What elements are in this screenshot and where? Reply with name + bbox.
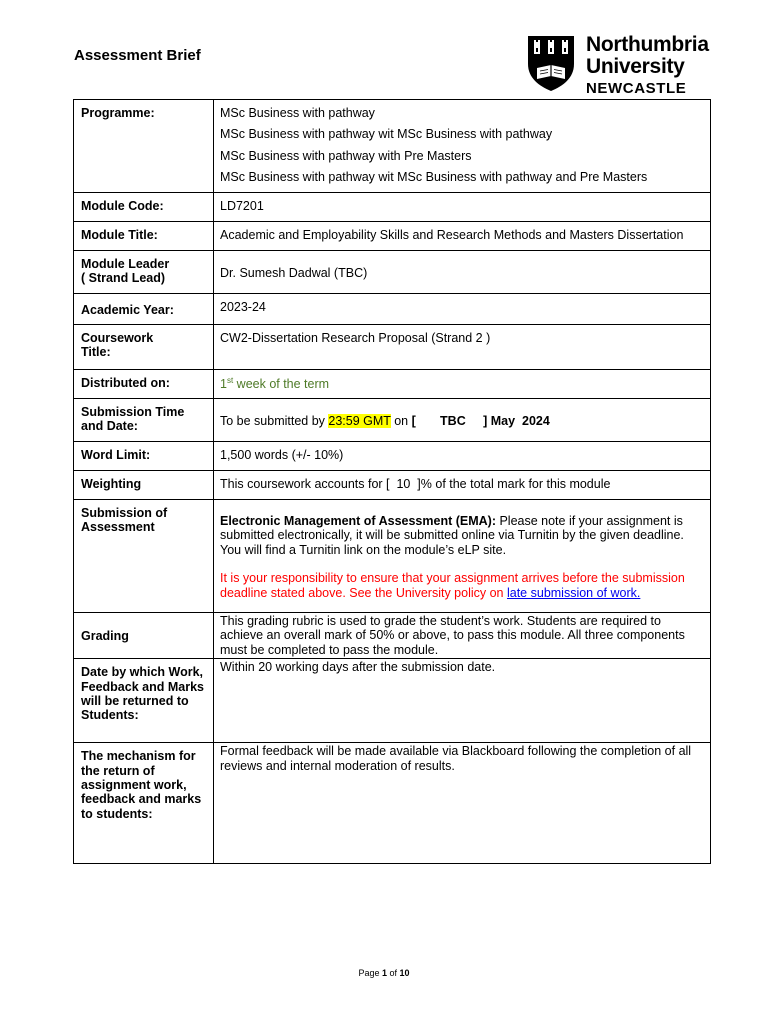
label-distributed-on: Distributed on: — [74, 370, 214, 399]
label-return-date: Date by which Work, Feedback and Marks will be returned to Students: — [74, 659, 214, 743]
row-submission-time — [74, 399, 711, 442]
page-title: Assessment Brief — [74, 47, 201, 64]
label-submission-time — [74, 399, 214, 442]
value-return-date: Within 20 working days after the submission date. — [214, 659, 711, 743]
value-academic-year: 2023-24 — [214, 294, 711, 325]
value-distributed-on — [214, 370, 711, 399]
page-of: of — [387, 968, 400, 978]
logo-text-northumbria: Northumbria — [586, 33, 709, 56]
label-mechanism: The mechanism for the return of assignment work, feedback and marks to students: — [74, 743, 214, 864]
label-submission-time-line1: Submission Time — [81, 405, 185, 419]
label-submission-time-line2: and Date: — [81, 419, 138, 434]
university-crest-icon — [526, 34, 576, 92]
submission-time-highlight: 23:59 GMT — [328, 413, 391, 428]
row-grading — [74, 613, 711, 659]
label-coursework-title-line2: Title: — [81, 345, 111, 360]
programme-line: MSc Business with pathway — [220, 106, 375, 120]
ema-heading: Electronic Management of Assessment (EMA): — [220, 514, 496, 528]
label-module-title: Module Title: — [74, 222, 214, 251]
page-total: 10 — [399, 968, 410, 978]
row-module-title — [74, 222, 711, 251]
value-module-title: Academic and Employability Skills and Research Methods and Masters Dissertation — [214, 222, 711, 251]
row-mechanism — [74, 743, 711, 864]
page-current: 1 — [381, 968, 387, 978]
row-word-limit — [74, 442, 711, 471]
label-weighting: Weighting — [74, 471, 214, 500]
row-distributed-on — [74, 370, 711, 399]
row-coursework-title — [74, 325, 711, 370]
label-module-code: Module Code: — [74, 193, 214, 222]
label-coursework-title — [74, 325, 214, 370]
logo-text-university: University — [586, 55, 685, 78]
value-module-leader: Dr. Sumesh Dadwal (TBC) — [214, 251, 711, 294]
value-weighting: This coursework accounts for [ 10 ]% of the total mark for this module — [214, 471, 711, 500]
submission-date: [ TBC ] May 2024 — [411, 413, 550, 428]
university-logo — [526, 33, 726, 97]
row-submission-assessment — [74, 500, 711, 613]
label-programme: Programme: — [74, 100, 214, 193]
label-submission-assessment — [74, 500, 214, 613]
ema-text: Please note if your assignment is submitted electronically, it will be submitted online via Turnitin by the given deadline. You will find a Turnitin link on the module’s eLP site. — [220, 514, 684, 557]
row-module-code — [74, 193, 711, 222]
page-prefix: Page — [358, 968, 382, 978]
row-academic-year — [74, 294, 711, 325]
label-grading: Grading — [74, 613, 214, 659]
value-module-code: LD7201 — [214, 193, 711, 222]
programme-line: MSc Business with pathway with Pre Masters — [220, 148, 472, 163]
value-submission-assessment — [214, 500, 711, 613]
late-submission-link[interactable]: late submission of work. — [506, 585, 641, 600]
distributed-rest: week of the term — [233, 377, 330, 392]
value-word-limit: 1,500 words (+/- 10%) — [214, 442, 711, 471]
value-grading: This grading rubric is used to grade the student’s work. Students are required to achieve an overall mark of 50% or above, to pass this module. All three components must be completed to pass the module. — [214, 613, 711, 659]
label-submission-assessment-line2: Assessment — [81, 520, 155, 535]
deadline-warning — [220, 571, 704, 600]
ema-paragraph — [220, 514, 704, 557]
label-academic-year: Academic Year: — [74, 294, 214, 325]
label-module-leader-line2: ( Strand Lead) — [81, 271, 166, 286]
label-module-leader-line1: Module Leader — [81, 257, 170, 271]
page-footer — [0, 968, 768, 978]
row-module-leader — [74, 251, 711, 294]
logo-text-newcastle: NEWCASTLE — [586, 80, 687, 97]
label-module-leader — [74, 251, 214, 294]
distributed-number: 1 — [220, 377, 227, 392]
distributed-suffix: st — [226, 376, 234, 385]
value-mechanism: Formal feedback will be made available via Blackboard following the completion of all reviews and internal moderation of results. — [214, 743, 711, 864]
assessment-brief-table — [73, 99, 711, 864]
programme-line: MSc Business with pathway wit MSc Business with pathway — [220, 127, 553, 142]
row-return-date — [74, 659, 711, 743]
value-coursework-title: CW2-Dissertation Research Proposal (Strand 2 ) — [214, 325, 711, 370]
row-programme — [74, 100, 711, 193]
value-programme — [214, 100, 711, 193]
submission-mid: on — [390, 413, 412, 428]
label-coursework-title-line1: Coursework — [81, 331, 154, 345]
label-word-limit: Word Limit: — [74, 442, 214, 471]
programme-line: MSc Business with pathway wit MSc Business with pathway and Pre Masters — [220, 170, 648, 185]
value-submission-time — [214, 399, 711, 442]
row-weighting — [74, 471, 711, 500]
submission-prefix: To be submitted by — [220, 413, 329, 428]
label-submission-assessment-line1: Submission of — [81, 506, 168, 520]
deadline-warning-text: It is your responsibility to ensure that your assignment arrives before the submission deadline stated above. See the University policy on — [220, 571, 685, 600]
